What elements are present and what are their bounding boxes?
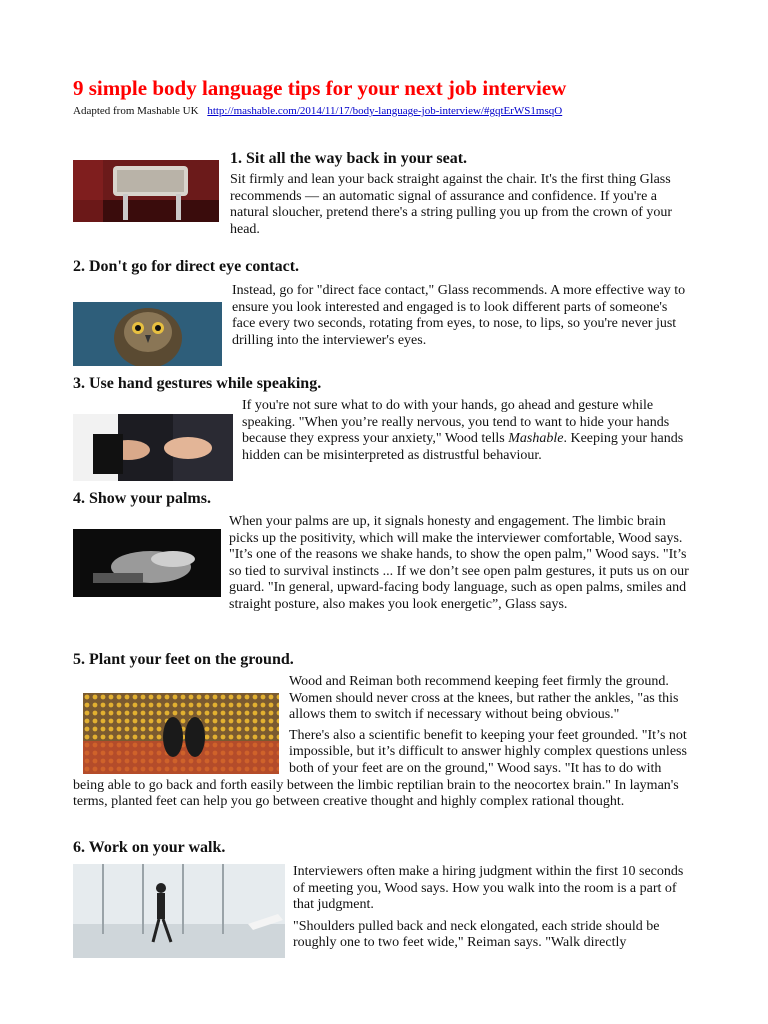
section-5-text-2: There's also a scientific benefit to keeping your feet grounded. "It’s not impossible, but it’s difficult to answer highly complex questions unless both of your feet are on the ground," Wood says. "It has to do with being able to go back and forth easily between the limbic reptilian brain to the neocortex brain." In layman's terms, planted feet can help you go between creative thought and highly complex rational thought. [73, 727, 687, 810]
section-3-emphasis: Mashable [508, 431, 564, 447]
section-1-body [73, 172, 693, 238]
source-prefix: Adapted from Mashable UK [73, 105, 199, 117]
section-6-text-1: Interviewers often make a hiring judgment within the first 10 seconds of meeting you, Wood says. How you walk into the room is a part of that judgment. [293, 864, 684, 913]
section-5-body [73, 674, 693, 811]
section-3-body [73, 398, 693, 481]
section-2-body [73, 283, 693, 366]
owl-photo [73, 302, 222, 366]
section-5-text-1-content: Wood and Reiman both recommend keeping feet firmly the ground. Women should never cross at the knees, but rather the ankles, "as this allows them to switch if necessary without being obvious." [289, 674, 679, 723]
chair-photo [73, 160, 219, 222]
section-4-text: When your palms are up, it signals honesty and engagement. The limbic brain picks up the positivity, which will make the interviewer comfortable, Wood says. "It’s one of the reasons we shake hands, to show the open palm," Wood says. "It’s so tied to survival instincts ... If we don’t see open palm gestures, it puts us on our guard. "In general, upward-facing body language, such as open palms, smiles and straight posture, also makes you look energetic”, Glass says. [229, 514, 689, 612]
section-6-heading: 6. Work on your walk. [73, 839, 226, 856]
section-3-text-a: If you're not sure what to do with your hands, go ahead and gesture while speaking. "When you’re really nervous, you tend to want to hide your hands because they express your anxiety," Wood tells [242, 398, 670, 447]
walk-photo [73, 864, 285, 958]
source-line [73, 105, 562, 117]
section-1-heading: 1. Sit all the way back in your seat. [230, 150, 468, 167]
section-4-heading: 4. Show your palms. [73, 490, 211, 507]
section-2-text [73, 283, 693, 349]
section-6-text-2: "Shoulders pulled back and neck elongated, each stride should be roughly one to two feet wide," Reiman says. "Walk directly [293, 918, 660, 951]
section-3-heading: 3. Use hand gestures while speaking. [73, 375, 322, 392]
section-6-body [73, 864, 693, 958]
section-2-heading: 2. Don't go for direct eye contact. [73, 258, 300, 275]
section-5-text-1 [73, 674, 693, 724]
section-4-body [73, 514, 693, 614]
section-1-text: Sit firmly and lean your back straight against the chair. It's the first thing Glass recommends — an automatic signal of assurance and confidence. If you're a natural sloucher, pretend there's a string pulling you up from the crown of your head. [230, 172, 673, 237]
feet-photo [83, 693, 279, 774]
section-5-heading: 5. Plant your feet on the ground. [73, 651, 294, 668]
section-2-text-content: Instead, go for "direct face contact," Glass recommends. A more effective way to ensure you look interested and engaged is to look different parts of someone's face every two seconds, rotating from eyes, to nose, to lips, so you're never just drilling into the interviewer's eyes. [232, 283, 686, 348]
source-link[interactable]: http://mashable.com/2014/11/17/body-language-job-interview/#gqtErWS1msqO [207, 105, 563, 117]
open-palm-photo [73, 529, 221, 597]
page-title: 9 simple body language tips for your next job interview [73, 76, 567, 100]
section-3-text-b: . Keeping your hands hidden can be misinterpreted as distrustful behaviour. [242, 431, 684, 463]
hands-gesture-photo [73, 414, 233, 481]
